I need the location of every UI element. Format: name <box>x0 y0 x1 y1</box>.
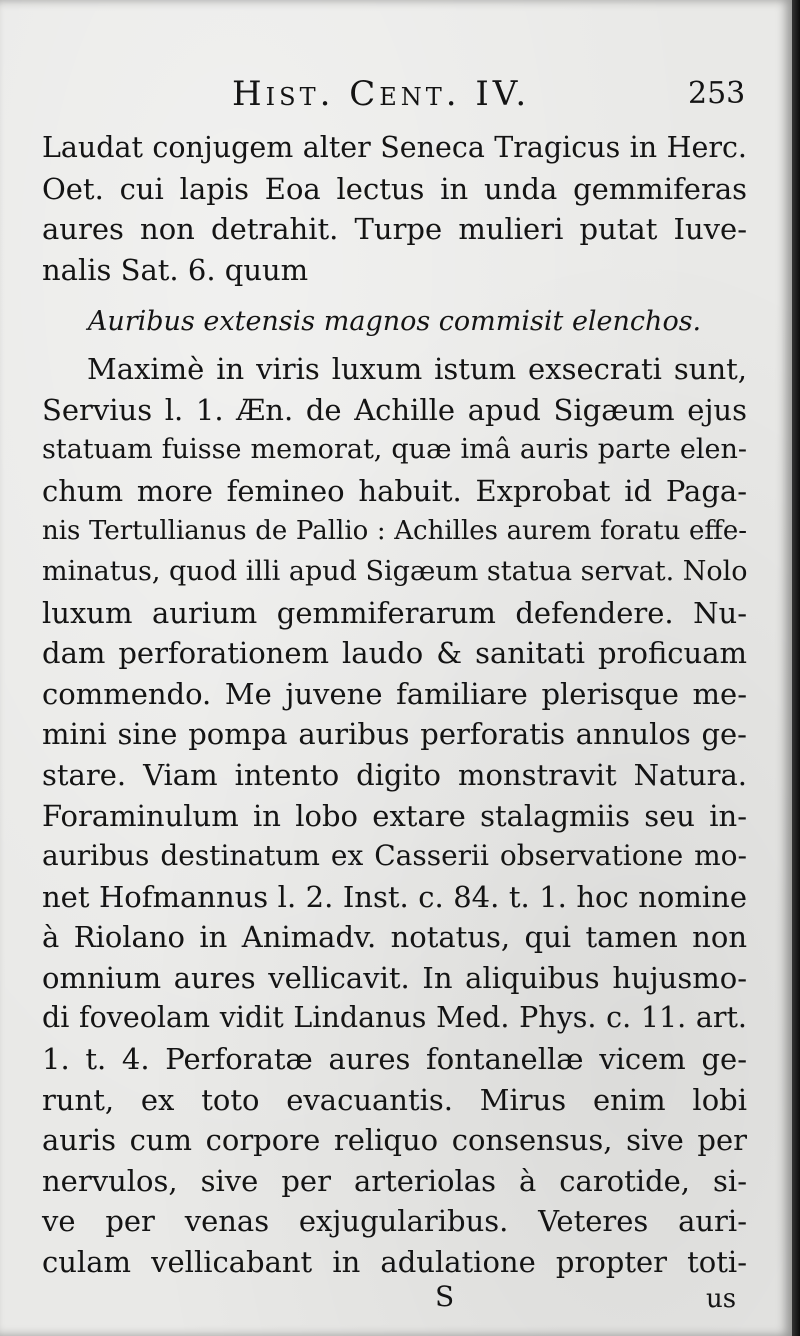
text-line: minatus, quod illi apud Sigæum statua servat. Nolo <box>42 555 748 587</box>
text-line: omnium aures vellicavit. In aliquibus hujusmo- <box>42 960 747 995</box>
text-line: Laudat conjugem alter Seneca Tragicus in Herc. <box>42 131 747 164</box>
catchword: us <box>706 1284 737 1314</box>
text-line: chum more femineo habuit. Exprobat id Paga- <box>42 473 747 508</box>
text-line: 1. t. 4. Perforatæ aures fontanellæ vicem ge- <box>42 1042 747 1077</box>
text-line: auribus destinatum ex Casserii observatione mo- <box>42 839 747 873</box>
text-line: net Hofmannus l. 2. Inst. c. 84. t. 1. hoc nomine <box>42 879 747 914</box>
text-line: nervulos, sive per arteriolas à carotide, si- <box>42 1163 747 1198</box>
page-number: 253 <box>688 76 746 111</box>
paragraph-first-line: Maximè in viris luxum istum exsecrati sunt, <box>87 351 747 386</box>
text-line: aures non detrahit. Turpe mulieri putat Iuve- <box>42 212 747 247</box>
text-line: nalis Sat. 6. quum <box>42 252 309 287</box>
text-line: mini sine pompa auribus perforatis annulos ge- <box>42 717 747 752</box>
page-edge-shadow <box>792 0 800 1336</box>
text-line: Oet. cui lapis Eoa lectus in unda gemmiferas <box>42 171 747 206</box>
text-line: auris cum corpore reliquo consensus, sive per <box>42 1123 747 1158</box>
text-line: nis Tertullianus de Pallio : Achilles aurem foratu effe- <box>42 516 747 547</box>
body-text <box>42 128 747 1283</box>
text-line: di foveolam vidit Lindanus Med. Phys. c. 11. art. <box>42 1001 747 1035</box>
verse-quotation: Auribus extensis magnos commisit elenchos. <box>87 306 702 338</box>
signature-mark: S <box>435 1280 455 1313</box>
running-head: Hist. Cent. IV. <box>232 74 531 114</box>
text-line: à Riolano in Animadv. notatus, qui tamen non <box>42 920 747 955</box>
text-line: commendo. Me juvene familiare plerisque me- <box>42 676 747 711</box>
text-line: luxum aurium gemmiferarum defendere. Nu- <box>42 595 747 630</box>
text-line: stare. Viam intento digito monstravit Natura. <box>42 757 747 792</box>
text-line: culam vellicabant in adulatione propter toti- <box>42 1245 747 1280</box>
text-line: ve per venas exjugularibus. Veteres auri- <box>42 1204 747 1239</box>
text-line: Foraminulum in lobo extare stalagmiis seu in- <box>42 798 747 833</box>
page-footer <box>0 1280 792 1320</box>
text-line: runt, ex toto evacuantis. Mirus enim lobi <box>42 1082 747 1117</box>
text-line: dam perforationem laudo & sanitati proficuam <box>42 636 747 671</box>
text-line: statuam fuisse memorat, quæ imâ auris parte elen- <box>42 434 747 466</box>
text-line: Servius l. 1. Æn. de Achille apud Sigæum ejus <box>42 392 747 427</box>
page-header <box>0 74 792 124</box>
